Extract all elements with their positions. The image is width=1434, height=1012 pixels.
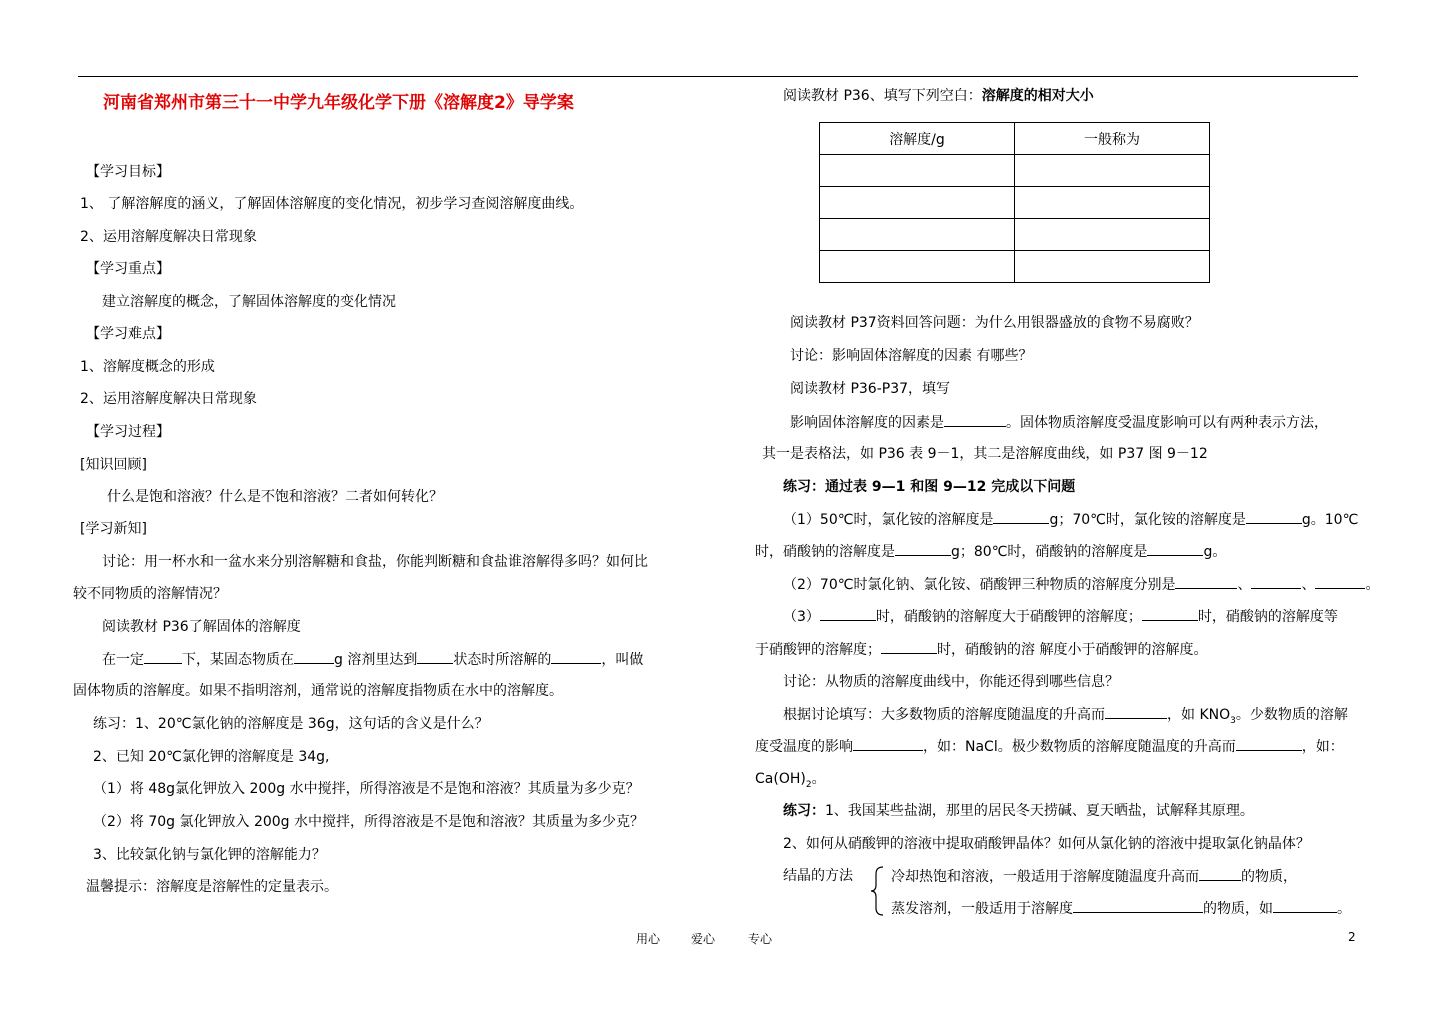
goal-1: 1、 了解溶解度的涵义，了解固体溶解度的变化情况，初步学习查阅溶解度曲线。 xyxy=(80,196,584,212)
cryst-text-2: 的物质， xyxy=(1241,869,1297,885)
table-cell[interactable] xyxy=(1015,219,1210,251)
definition-line-2: 固体物质的溶解度。如果不指明溶剂，通常说的溶解度指物质在水中的溶解度。 xyxy=(73,683,563,699)
table-row xyxy=(820,187,1210,219)
question-1-line-1 xyxy=(783,510,1358,529)
q1-text-5: g；80℃时，硝酸钠的溶解度是 xyxy=(951,544,1148,560)
new-knowledge-heading: [学习新知] xyxy=(80,521,147,537)
q3-text-2: 时，硝酸钠的溶解度大于硝酸钾的溶解度； xyxy=(875,609,1142,625)
q2-text: （2）70℃时氯化钠、氯化铵、硝酸钾三种物质的溶解度分别是 xyxy=(783,577,1176,593)
kno3-subscript: 3 xyxy=(1230,715,1236,726)
discussion-2: 讨论：影响固体溶解度的因素 有哪些？ xyxy=(790,348,1033,364)
q3-text-3: 时，硝酸钠的溶解度等 xyxy=(1197,609,1338,625)
cryst-text-5: 。 xyxy=(1337,901,1351,917)
blank-nano3-10[interactable] xyxy=(895,542,951,556)
q3-text-4: 于硝酸钾的溶解度； xyxy=(755,642,881,658)
q3-text-1: （3） xyxy=(783,609,820,625)
blank-rare-trend[interactable] xyxy=(1236,737,1302,751)
q2-end: 。 xyxy=(1365,577,1380,593)
table-header-solubility: 溶解度/g xyxy=(820,123,1015,155)
fill-text-2: ，如 KNO xyxy=(1167,707,1231,723)
fill-text-7: Ca(OH) xyxy=(755,771,806,787)
def-text-2: 下，某固态物质在 xyxy=(182,652,294,668)
blank-factor[interactable] xyxy=(944,413,1006,427)
table-row xyxy=(820,155,1210,187)
footer-3: 专心 xyxy=(748,932,773,946)
practice-heading: 练习：通过表 9—1 和图 9—12 完成以下问题 xyxy=(783,479,1076,495)
table-cell[interactable] xyxy=(1015,251,1210,283)
fill-text-3: 。少数物质的溶解 xyxy=(1235,707,1348,723)
crystallization-method-2 xyxy=(891,899,1351,918)
question-3-line-1 xyxy=(783,607,1338,626)
blank-most-trend[interactable] xyxy=(1105,705,1167,719)
blank-solvent-mass[interactable] xyxy=(294,650,334,664)
fill-line-3 xyxy=(755,770,826,794)
difficulty-2: 2、运用溶解度解决日常现象 xyxy=(80,391,257,407)
blank-nano3-80[interactable] xyxy=(1147,542,1203,556)
def-text-3: g 溶剂里达到 xyxy=(334,652,418,668)
solubility-table xyxy=(819,122,1210,283)
blank-evaporation-trend[interactable] xyxy=(1073,899,1203,913)
difficulty-1: 1、溶解度概念的形成 xyxy=(80,359,215,375)
reading-p37: 阅读教材 P37资料回答问题：为什么用银器盛放的食物不易腐败？ xyxy=(790,315,1199,331)
reading-p36-fill xyxy=(783,87,1094,105)
fill-text-6: ，如： xyxy=(1301,739,1344,755)
blank-temp-equal[interactable] xyxy=(1142,607,1198,621)
practice-2-heading: 练习： xyxy=(783,803,825,819)
header-rule xyxy=(78,76,1358,77)
brace-icon xyxy=(870,866,884,916)
footer-2: 爱心 xyxy=(691,932,716,946)
table-cell[interactable] xyxy=(1015,155,1210,187)
blank-nh4cl-50[interactable] xyxy=(993,510,1049,524)
table-cell[interactable] xyxy=(820,187,1015,219)
reading-p36-text: 阅读教材 P36、填写下列空白： xyxy=(783,88,982,104)
exercise-3: 3、比较氯化钠与氯化钾的溶解能力？ xyxy=(93,847,326,863)
exercise-2: 2、已知 20℃氯化钾的溶解度是 34g, xyxy=(93,749,330,765)
reading-p36: 阅读教材 P36了解固体的溶解度 xyxy=(102,619,301,635)
definition-line-1 xyxy=(102,650,643,669)
question-2 xyxy=(783,575,1379,594)
fill-text-5: ，如：NaCl。极少数物质的溶解度随温度的升高而 xyxy=(923,739,1236,755)
factor-line-2: 其一是表格法，如 P36 表 9－1，其二是溶解度曲线，如 P37 图 9－12 xyxy=(762,446,1208,462)
fill-text-4: 度受温度的影响 xyxy=(755,739,853,755)
footer-1: 用心 xyxy=(636,932,661,946)
discussion-1-line-1: 讨论：用一杯水和一盆水来分别溶解糖和食盐，你能判断糖和食盐谁溶解得多吗？如何比 xyxy=(102,554,648,570)
table-cell[interactable] xyxy=(1015,187,1210,219)
table-cell[interactable] xyxy=(820,219,1015,251)
blank-quantity[interactable] xyxy=(551,650,601,664)
question-1-line-2 xyxy=(755,542,1226,561)
factor-line-1 xyxy=(790,413,1328,432)
exercise-2-2: （2）将 70g 氯化钾放入 200g 水中搅拌，所得溶液是不是饱和溶液？其质量为多少克？ xyxy=(93,814,645,830)
tip: 温馨提示：溶解度是溶解性的定量表示。 xyxy=(86,879,338,895)
def-text-1: 在一定 xyxy=(102,652,144,668)
discussion-3: 讨论：从物质的溶解度曲线中，你能还得到哪些信息？ xyxy=(783,674,1119,690)
goal-2: 2、运用溶解度解决日常现象 xyxy=(80,229,257,245)
blank-temp-greater[interactable] xyxy=(820,607,876,621)
blank-temp-less[interactable] xyxy=(881,640,937,654)
q1-text-1: （1）50℃时，氯化铵的溶解度是 xyxy=(783,512,994,528)
fill-text-8: 。 xyxy=(811,771,826,787)
practice-2-q1: 1、我国某些盐湖，那里的居民冬天捞碱、夏天晒盐，试解释其原理。 xyxy=(825,803,1254,819)
reading-p36-p37: 阅读教材 P36-P37，填写 xyxy=(790,381,951,397)
blank-nh4cl-70b[interactable] xyxy=(1251,575,1301,589)
q1-text-4: 时，硝酸钠的溶解度是 xyxy=(755,544,895,560)
blank-cooling-trend[interactable] xyxy=(1199,867,1241,881)
exercise-2-1: （1）将 48g氯化钾放入 200g 水中搅拌，所得溶液是不是饱和溶液？其质量为多少克？ xyxy=(93,781,640,797)
page-title: 河南省郑州市第三十一中学九年级化学下册《溶解度2》导学案 xyxy=(103,93,574,113)
question-3-line-2 xyxy=(755,640,1207,659)
blank-few-trend[interactable] xyxy=(853,737,923,751)
blank-kno3-70[interactable] xyxy=(1315,575,1365,589)
cryst-text-3: 蒸发溶剂，一般适用于溶解度 xyxy=(891,901,1073,917)
table-header-term: 一般称为 xyxy=(1015,123,1210,155)
factor-text-2: 。固体物质溶解度受温度影响可以有两种表示方法， xyxy=(1006,415,1328,431)
practice-2-q2: 2、如何从硝酸钾的溶液中提取硝酸钾晶体？如何从氯化钠的溶液中提取氯化钠晶体？ xyxy=(783,836,1310,852)
difficulty-heading: 【学习难点】 xyxy=(86,326,170,342)
table-cell[interactable] xyxy=(820,251,1015,283)
cryst-text-4: 的物质，如 xyxy=(1203,901,1273,917)
page-number: 2 xyxy=(1348,930,1356,944)
exercise-1: 练习：1、20℃氯化钠的溶解度是 36g，这句话的含义是什么？ xyxy=(93,716,489,732)
crystallization-method-1 xyxy=(891,867,1297,886)
crystallization-label: 结晶的方法 xyxy=(783,868,853,884)
q1-text-2: g；70℃时，氯化铵的溶解度是 xyxy=(1049,512,1246,528)
blank-condition[interactable] xyxy=(144,650,182,664)
blank-nacl-70[interactable] xyxy=(1175,575,1237,589)
def-text-5: ，叫做 xyxy=(601,652,644,668)
table-header-row xyxy=(820,123,1210,155)
table-row xyxy=(820,251,1210,283)
caoh2-subscript: 2 xyxy=(805,779,812,790)
table-cell[interactable] xyxy=(820,155,1015,187)
practice-2-line-1 xyxy=(783,802,1254,820)
fill-line-1 xyxy=(783,705,1348,730)
relative-solubility-label: 溶解度的相对大小 xyxy=(981,88,1094,104)
fill-line-2 xyxy=(755,737,1344,756)
key-1: 建立溶解度的概念，了解固体溶解度的变化情况 xyxy=(102,294,396,310)
goal-heading: 【学习目标】 xyxy=(86,164,170,180)
discussion-1-line-2: 较不同物质的溶解情况？ xyxy=(73,586,227,602)
key-heading: 【学习重点】 xyxy=(86,261,170,277)
fill-text-1: 根据讨论填写：大多数物质的溶解度随温度的升高而 xyxy=(783,707,1105,723)
blank-evaporation-example[interactable] xyxy=(1273,899,1337,913)
q1-text-3: g。10℃ xyxy=(1301,512,1359,528)
review-question: 什么是饱和溶液？什么是不饱和溶液？二者如何转化？ xyxy=(107,489,443,505)
q2-sep-2: 、 xyxy=(1301,577,1316,593)
cryst-text-1: 冷却热饱和溶液，一般适用于溶解度随温度升高而 xyxy=(891,869,1199,885)
q2-sep-1: 、 xyxy=(1237,577,1252,593)
q3-text-5: 时，硝酸钠的溶 解度小于硝酸钾的溶解度。 xyxy=(937,642,1208,658)
table-row xyxy=(820,219,1210,251)
process-heading: 【学习过程】 xyxy=(86,424,170,440)
blank-nh4cl-70[interactable] xyxy=(1246,510,1302,524)
def-text-4: 状态时所溶解的 xyxy=(453,652,552,668)
factor-text-1: 影响固体溶解度的因素是 xyxy=(790,415,944,431)
q1-text-6: g。 xyxy=(1203,544,1227,560)
review-heading: [知识回顾] xyxy=(80,457,147,473)
blank-state[interactable] xyxy=(417,650,453,664)
